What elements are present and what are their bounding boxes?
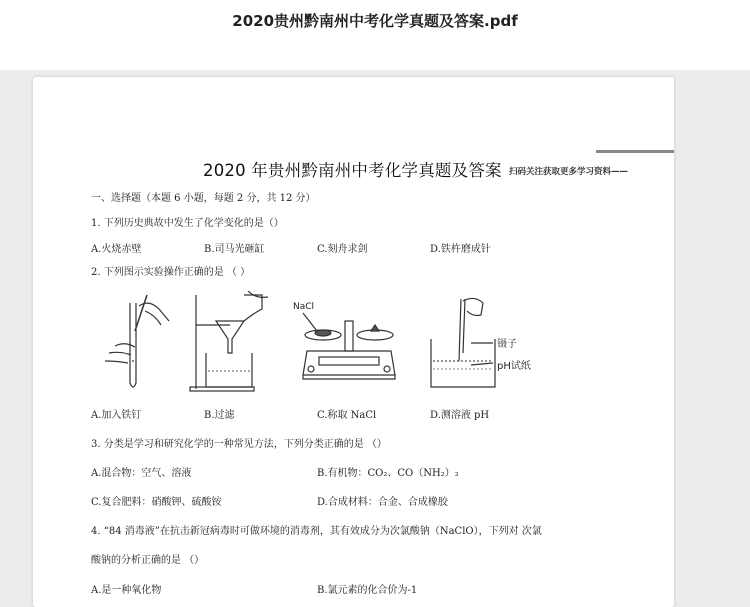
label-ph-paper: pH试纸: [497, 361, 531, 372]
q4-option-a: A.是一种氧化物: [91, 585, 162, 596]
question-4-text-line1: 4. “84 消毒液”在抗击新冠病毒时可做环境的消毒剂，其有效成分为次氯酸钠（NaClO），下列对 次氯: [91, 526, 542, 537]
page-header-rule: [596, 150, 674, 153]
q3-option-c: C.复合肥料：硝酸钾、硫酸铵: [91, 497, 222, 508]
q2-option-c: C.称取 NaCl: [317, 410, 377, 421]
q2-option-d: D.测溶液 pH: [430, 410, 490, 421]
document-file-title: 2020贵州黔南州中考化学真题及答案.pdf: [232, 12, 518, 30]
watermark-text: 扫码关注获取更多学习资料——: [509, 167, 629, 177]
figure-d-ph: [423, 291, 563, 396]
section-heading: 一、选择题（本题 6 小题，每题 2 分，共 12 分）: [91, 193, 316, 204]
q1-option-a: A.火烧赤壁: [91, 244, 142, 255]
q3-option-b: B.有机物：CO₂、CO（NH₂）₂: [317, 468, 459, 479]
label-tweezers: 镊子: [497, 339, 517, 350]
figure-c-weighing: [291, 291, 411, 396]
viewer-header: [0, 0, 750, 70]
q2-option-b: B.过滤: [204, 410, 235, 421]
label-nacl: NaCl: [293, 302, 315, 312]
q1-option-c: C.刻舟求剑: [317, 244, 368, 255]
figure-a-add-nail: [95, 291, 175, 396]
page-title: 2020 年贵州黔南州中考化学真题及答案: [203, 161, 502, 180]
question-3-text: 3. 分类是学习和研究化学的一种常见方法，下列分类正确的是 （）: [91, 439, 387, 450]
q4-option-b: B.氯元素的化合价为-1: [317, 585, 418, 596]
question-2-text: 2. 下列图示实验操作正确的是 （ ）: [91, 267, 251, 278]
question-1-text: 1. 下列历史典故中发生了化学变化的是（）: [91, 218, 284, 229]
q2-option-a: A.加入铁钉: [91, 410, 142, 421]
figure-b-filtration: [186, 291, 276, 396]
pdf-page: [33, 77, 674, 607]
q3-option-d: D.合成材料：合金、合成橡胶: [317, 497, 448, 508]
q1-option-b: B.司马光砸缸: [204, 244, 265, 255]
q1-option-d: D.铁杵磨成针: [430, 244, 491, 255]
q3-option-a: A.混合物：空气、溶液: [91, 468, 192, 479]
question-4-text-line2: 酸钠的分析正确的是 （）: [91, 555, 205, 566]
